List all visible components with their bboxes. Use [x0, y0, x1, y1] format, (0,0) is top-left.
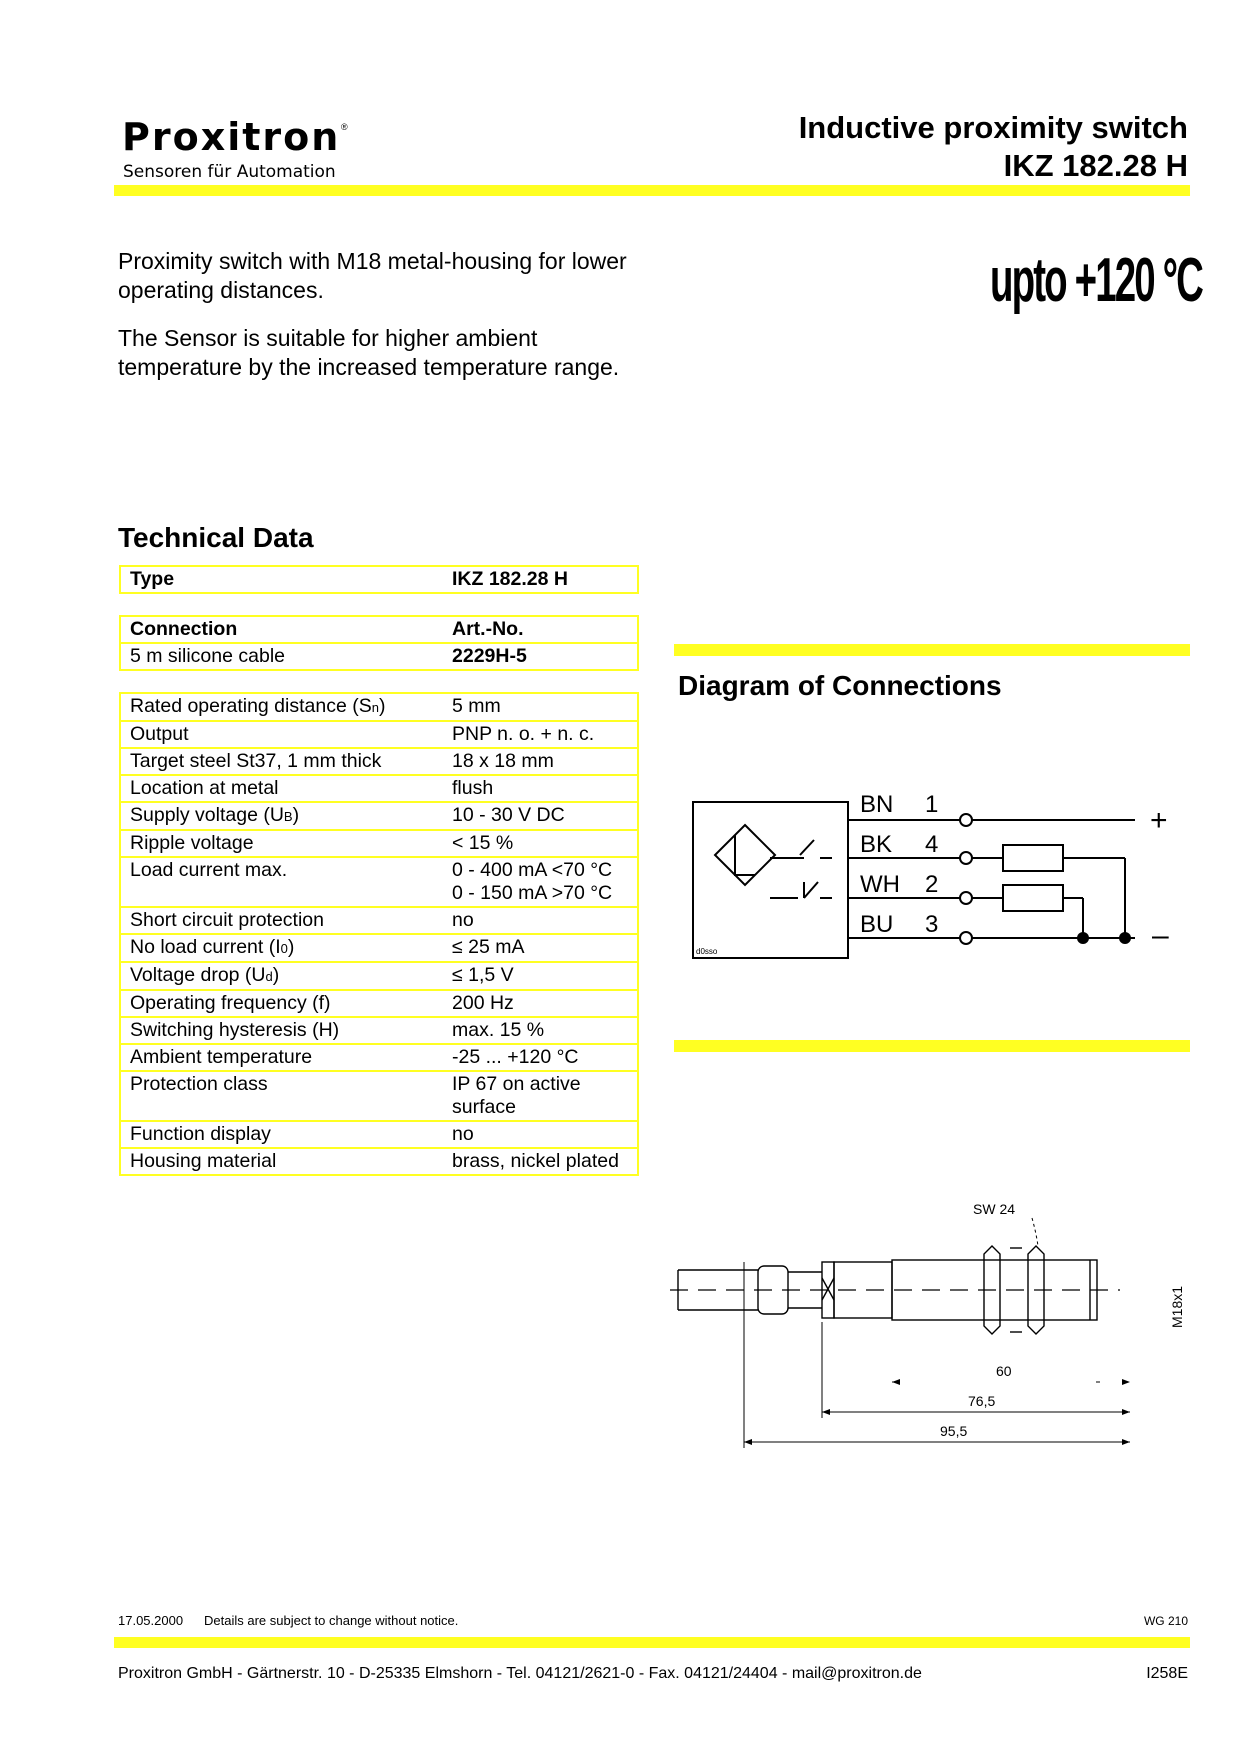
spec-label: Ambient temperature [120, 1044, 448, 1071]
spec-value: 5 mm [448, 693, 638, 721]
spec-label: Operating frequency (f) [120, 990, 448, 1017]
spec-value: no [448, 907, 638, 934]
dimension-label-95-5: 95,5 [940, 1423, 968, 1439]
type-value: IKZ 182.28 H [448, 566, 638, 593]
spec-label: Load current max. [120, 857, 448, 907]
registered-mark: ® [341, 122, 348, 132]
spec-label: No load current (I0) [120, 934, 448, 962]
table-row [120, 748, 638, 775]
load-resistor-1 [1003, 845, 1063, 871]
table-row [120, 693, 638, 721]
spec-value [448, 857, 638, 907]
spec-label: Housing material [120, 1148, 448, 1175]
product-model-title: IKZ 182.28 H [1003, 148, 1188, 183]
connection-table [119, 615, 639, 671]
spec-label: Switching hysteresis (H) [120, 1017, 448, 1044]
plus-terminal-label: + [1150, 804, 1168, 837]
spec-value: ≤ 1,5 V [448, 962, 638, 990]
type-label: Type [120, 566, 448, 593]
table-row [120, 721, 638, 748]
table-row [120, 1017, 638, 1044]
diagram-heading: Diagram of Connections [678, 670, 1002, 701]
load-current-high-temp: 0 - 150 mA >70 °C [452, 882, 613, 904]
wire-color-label: WH [860, 871, 900, 898]
document-date: 17.05.2000 [118, 1613, 184, 1628]
spec-label: Supply voltage (UB) [120, 802, 448, 830]
table-row [120, 830, 638, 857]
spec-label: Protection class [120, 1071, 448, 1121]
diagram-bottom-divider [674, 1040, 1190, 1052]
spec-value: max. 15 % [448, 1017, 638, 1044]
dimension-drawing [670, 1150, 1200, 1460]
spec-label: Target steel St37, 1 mm thick [120, 748, 448, 775]
table-row [120, 907, 638, 934]
table-row [120, 802, 638, 830]
intro-paragraph-2: The Sensor is suitable for higher ambient temperature by the increased temperature range. [118, 325, 620, 380]
table-row [120, 962, 638, 990]
thread-label: M18x1 [1169, 1285, 1185, 1328]
spec-value: -25 ... +120 °C [448, 1044, 638, 1071]
spec-value: 200 Hz [448, 990, 638, 1017]
brand-tagline: Sensoren für Automation [123, 162, 336, 182]
company-address: Proxitron GmbH - Gärtnerstr. 10 - D-25335 Elmshorn - Tel. 04121/2621-0 - Fax. 04121/24404 - mail@proxitron.de [118, 1665, 922, 1682]
spec-label: Short circuit protection [120, 907, 448, 934]
table-row [120, 857, 638, 907]
spec-label: Output [120, 721, 448, 748]
coil-symbol-inner [735, 835, 755, 875]
table-row [120, 643, 638, 670]
table-row [120, 934, 638, 962]
technical-data-heading: Technical Data [118, 522, 314, 553]
sensor-body [693, 802, 848, 958]
pin-number: 4 [925, 831, 939, 858]
connection-header-value: Art.-No. [448, 616, 638, 643]
dimension-label-76-5: 76,5 [968, 1393, 996, 1409]
wrench-size-label: SW 24 [973, 1201, 1016, 1217]
intro-paragraph-1: Proximity switch with M18 metal-housing for lower operating distances. [118, 248, 627, 303]
connection-diagram [680, 780, 1200, 970]
pin-number: 3 [925, 911, 939, 938]
load-resistor-2 [1003, 885, 1063, 911]
table-row [120, 566, 638, 593]
disclaimer-note: Details are subject to change without notice. [204, 1613, 459, 1628]
wire-color-label: BU [860, 911, 894, 938]
table-row [120, 1148, 638, 1175]
footer-divider [114, 1637, 1190, 1648]
article-number: 2229H-5 [448, 643, 638, 670]
pin-number: 2 [925, 871, 939, 898]
type-table [119, 565, 639, 594]
minus-terminal-label: – [1152, 919, 1169, 952]
spec-label: Location at metal [120, 775, 448, 802]
temperature-badge: upto +120 °C [990, 246, 1203, 315]
spec-label: Voltage drop (Ud) [120, 962, 448, 990]
table-row [120, 1044, 638, 1071]
specifications-table [119, 692, 639, 1176]
connection-header-label: Connection [120, 616, 448, 643]
spec-value: 18 x 18 mm [448, 748, 638, 775]
spec-value: brass, nickel plated [448, 1148, 638, 1175]
spec-label: Rated operating distance (Sn) [120, 693, 448, 721]
wire-color-label: BN [860, 791, 894, 818]
table-row [120, 1121, 638, 1148]
table-row [120, 1071, 638, 1121]
load-current-low-temp: 0 - 400 mA <70 °C [452, 859, 613, 881]
connection-label: 5 m silicone cable [120, 643, 448, 670]
spec-value: IP 67 on active surface [448, 1071, 638, 1121]
dimension-label-60: 60 [996, 1363, 1012, 1379]
brand-logo: Proxitron [122, 115, 341, 159]
header-divider [114, 185, 1190, 196]
spec-value: PNP n. o. + n. c. [448, 721, 638, 748]
spec-value: 10 - 30 V DC [448, 802, 638, 830]
diagram-code: d0sso [696, 947, 718, 956]
spec-value: flush [448, 775, 638, 802]
diagram-top-divider [674, 644, 1190, 656]
table-row [120, 616, 638, 643]
product-group-code: WG 210 [1143, 1614, 1188, 1628]
spec-value: ≤ 25 mA [448, 934, 638, 962]
wire-color-label: BK [860, 831, 893, 858]
spec-value: no [448, 1121, 638, 1148]
table-row [120, 990, 638, 1017]
spec-label: Function display [120, 1121, 448, 1148]
pin-number: 1 [925, 791, 939, 818]
spec-label: Ripple voltage [120, 830, 448, 857]
spec-value: < 15 % [448, 830, 638, 857]
page-title: Inductive proximity switch [798, 110, 1188, 145]
document-code: I258E [1146, 1665, 1188, 1682]
table-row [120, 775, 638, 802]
